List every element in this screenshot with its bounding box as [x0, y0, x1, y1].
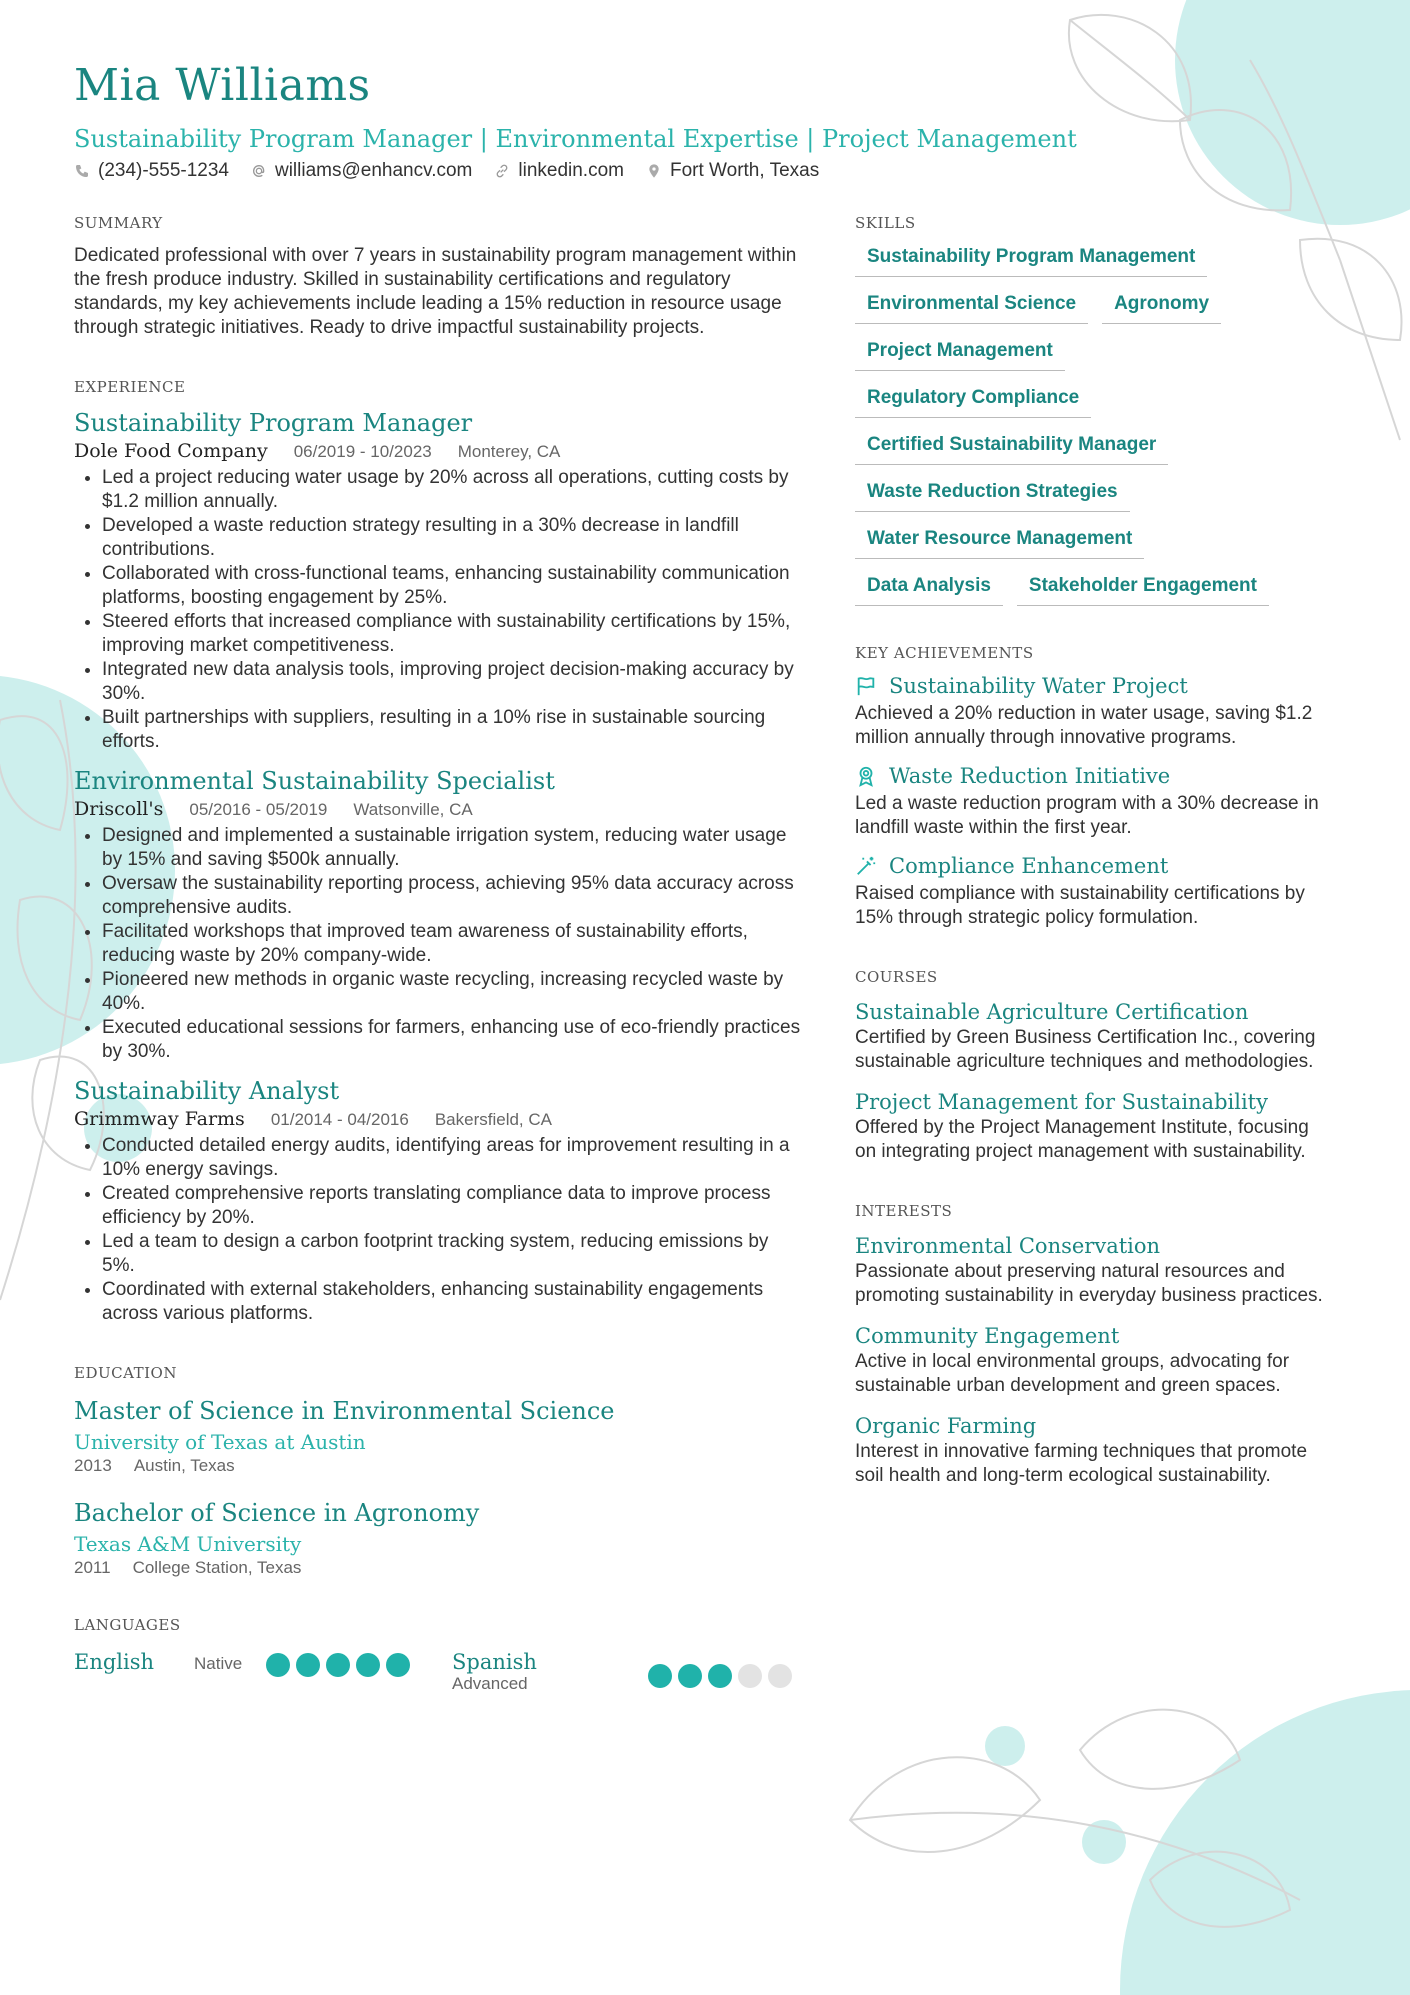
skills-row — [855, 246, 1335, 277]
education-year: 2011 — [74, 1558, 111, 1577]
course-text: Certified by Green Business Certification Inc., covering sustainable agriculture techniques and methodologies. — [855, 1027, 1316, 1072]
rating-dot-empty — [738, 1664, 762, 1688]
achievement-title: Sustainability Water Project — [889, 674, 1188, 698]
rating-dot-filled — [356, 1653, 380, 1677]
candidate-headline: Sustainability Program Manager | Environmental Expertise | Project Management — [74, 125, 1077, 153]
job-bullets — [74, 824, 804, 1064]
link-icon — [494, 163, 510, 179]
phone-icon — [74, 163, 90, 179]
job-dates: 01/2014 - 04/2016 — [270, 1110, 409, 1129]
contact-phone-text: (234)-555-1234 — [98, 160, 229, 181]
rating-dot-filled — [266, 1653, 290, 1677]
skill-tag: Project Management — [855, 324, 1065, 371]
job-meta — [74, 440, 804, 462]
rating-dot-empty — [768, 1664, 792, 1688]
skill-tag: Stakeholder Engagement — [1017, 559, 1269, 606]
job-bullet: • Executed educational sessions for farmers, enhancing use of eco-friendly practices by 30%. — [102, 1016, 804, 1064]
job-title: Environmental Sustainability Specialist — [74, 767, 555, 795]
job-entry — [74, 766, 804, 1064]
rating-dot-filled — [326, 1653, 350, 1677]
section-title-languages: LANGUAGES — [74, 1616, 181, 1634]
education-entry — [74, 1498, 804, 1578]
language-level: Advanced — [452, 1674, 528, 1693]
interest-text: Active in local environmental groups, advocating for sustainable urban development and green spaces. — [855, 1351, 1290, 1396]
job-bullet: • Integrated new data analysis tools, improving project decision-making accuracy by 30%. — [102, 658, 804, 706]
job-dates: 05/2016 - 05/2019 — [189, 800, 328, 819]
job-bullet: • Steered efforts that increased compliance with sustainability certifications by 15%, improving market competitiveness. — [102, 610, 804, 658]
skill-tag: Regulatory Compliance — [855, 371, 1091, 418]
job-bullet: • Conducted detailed energy audits, identifying areas for improvement resulting in a 10% energy savings. — [102, 1134, 804, 1182]
achievement-item — [855, 764, 1335, 840]
skills-row — [855, 277, 1335, 324]
contact-linkedin[interactable] — [494, 160, 624, 182]
location-icon — [646, 163, 662, 179]
education-school: Texas A&M University — [74, 1532, 302, 1556]
left-column — [74, 214, 804, 1694]
achievement-title: Waste Reduction Initiative — [889, 764, 1171, 788]
job-title: Sustainability Analyst — [74, 1077, 340, 1105]
interest-item — [855, 1322, 1335, 1398]
interest-item — [855, 1232, 1335, 1308]
job-company: Driscoll's — [74, 798, 164, 820]
job-location: Bakersfield, CA — [434, 1110, 552, 1129]
interest-title: Environmental Conservation — [855, 1234, 1161, 1258]
course-item — [855, 1088, 1335, 1164]
education-year: 2013 — [74, 1456, 112, 1475]
job-bullet: • Led a project reducing water usage by 20% across all operations, cutting costs by $1.2 million annually. — [102, 466, 804, 514]
job-bullet: • Led a team to design a carbon footprint tracking system, reducing emissions by 5%. — [102, 1230, 804, 1278]
achievement-text: Raised compliance with sustainability certifications by 15% through strategic policy formulation. — [855, 883, 1305, 928]
skill-tag: Data Analysis — [855, 559, 1003, 606]
job-location: Watsonville, CA — [353, 800, 473, 819]
rating-dot-filled — [708, 1664, 732, 1688]
language-name: English — [74, 1650, 155, 1674]
job-bullet: • Developed a waste reduction strategy resulting in a 30% decrease in landfill contributions. — [102, 514, 804, 562]
skill-tag: Certified Sustainability Manager — [855, 418, 1168, 465]
language-level: Native — [194, 1654, 243, 1673]
education-location: Austin, Texas — [133, 1456, 235, 1475]
language-rating — [648, 1650, 792, 1688]
education-location: College Station, Texas — [132, 1558, 302, 1577]
candidate-name: Mia Williams — [74, 60, 371, 111]
achievement-item — [855, 674, 1335, 750]
job-meta — [74, 798, 804, 820]
skills-row — [855, 465, 1335, 512]
right-column — [855, 214, 1335, 1488]
rating-dot-filled — [678, 1664, 702, 1688]
achievement-text: Achieved a 20% reduction in water usage, saving $1.2 million annually through innovative programs. — [855, 703, 1313, 748]
job-bullet: • Collaborated with cross-functional teams, enhancing sustainability communication platforms, boosting engagement by 25%. — [102, 562, 804, 610]
course-text: Offered by the Project Management Institute, focusing on integrating project management with sustainability. — [855, 1117, 1309, 1162]
at-icon — [251, 163, 267, 179]
skill-tag: Waste Reduction Strategies — [855, 465, 1130, 512]
job-bullets — [74, 1134, 804, 1326]
skills-row — [855, 559, 1335, 606]
rating-dot-filled — [386, 1653, 410, 1677]
course-title: Sustainable Agriculture Certification — [855, 1000, 1249, 1024]
achievement-title: Compliance Enhancement — [889, 854, 1169, 878]
interest-title: Community Engagement — [855, 1324, 1120, 1348]
job-bullet: • Designed and implemented a sustainable irrigation system, reducing water usage by 15% and saving $500k annually. — [102, 824, 804, 872]
skills-row — [855, 418, 1335, 465]
education-meta — [74, 1558, 804, 1578]
job-bullet: • Built partnerships with suppliers, resulting in a 10% rise in sustainable sourcing efforts. — [102, 706, 804, 754]
education-degree: Bachelor of Science in Agronomy — [74, 1499, 480, 1527]
job-dates: 06/2019 - 10/2023 — [293, 442, 432, 461]
contact-linkedin-text: linkedin.com — [518, 160, 624, 181]
section-title-courses: COURSES — [855, 968, 938, 986]
job-bullet: • Created comprehensive reports translating compliance data to improve process efficiency by 20%. — [102, 1182, 804, 1230]
section-title-summary: SUMMARY — [74, 214, 163, 232]
job-bullet: • Oversaw the sustainability reporting process, achieving 95% data accuracy across comprehensive audits. — [102, 872, 804, 920]
skill-tag: Agronomy — [1102, 277, 1221, 324]
magic-wand-icon — [855, 855, 877, 877]
interest-text: Interest in innovative farming techniques that promote soil health and long-term ecological sustainability. — [855, 1441, 1308, 1486]
course-title: Project Management for Sustainability — [855, 1090, 1268, 1114]
skills-list — [855, 246, 1335, 606]
contact-email[interactable] — [251, 160, 472, 182]
summary-text: Dedicated professional with over 7 years in sustainability program management within the fresh produce industry. Skilled in sustainability certifications and regulatory standards, my key achievements include leading a 15% reduction in resource usage through strategic initiatives. Ready to drive impactful sustainability projects. — [74, 245, 797, 338]
interest-title: Organic Farming — [855, 1414, 1037, 1438]
education-school: University of Texas at Austin — [74, 1430, 366, 1454]
contact-email-text: williams@enhancv.com — [274, 160, 473, 181]
job-company: Grimmway Farms — [74, 1108, 245, 1130]
contact-location-text: Fort Worth, Texas — [669, 160, 820, 181]
education-entry — [74, 1396, 804, 1476]
job-entry — [74, 408, 804, 754]
job-entry — [74, 1076, 804, 1326]
language-name: Spanish — [452, 1650, 537, 1674]
job-title: Sustainability Program Manager — [74, 409, 473, 437]
interest-item — [855, 1412, 1335, 1488]
contact-location — [646, 160, 819, 182]
section-title-experience: EXPERIENCE — [74, 378, 186, 396]
job-meta — [74, 1108, 804, 1130]
language-rating — [266, 1650, 452, 1677]
job-bullet: • Coordinated with external stakeholders, enhancing sustainability engagements across various platforms. — [102, 1278, 804, 1326]
languages-list — [74, 1650, 804, 1694]
education-degree: Master of Science in Environmental Science — [74, 1397, 615, 1425]
skills-row — [855, 371, 1335, 418]
section-title-key-achievements: KEY ACHIEVEMENTS — [855, 644, 1034, 662]
contact-bar — [74, 160, 819, 182]
award-icon — [855, 765, 877, 787]
section-title-skills: SKILLS — [855, 214, 916, 232]
rating-dot-filled — [648, 1664, 672, 1688]
job-bullets — [74, 466, 804, 754]
section-title-interests: INTERESTS — [855, 1202, 953, 1220]
course-item — [855, 998, 1335, 1074]
job-company: Dole Food Company — [74, 440, 268, 462]
skill-tag: Environmental Science — [855, 277, 1088, 324]
interest-text: Passionate about preserving natural resources and promoting sustainability in everyday business practices. — [855, 1261, 1323, 1306]
job-bullet: • Facilitated workshops that improved team awareness of sustainability efforts, reducing waste by 20% company-wide. — [102, 920, 804, 968]
education-meta — [74, 1456, 804, 1476]
skill-tag: Water Resource Management — [855, 512, 1144, 559]
job-bullet: • Pioneered new methods in organic waste recycling, increasing recycled waste by 40%. — [102, 968, 804, 1016]
skill-tag: Sustainability Program Management — [855, 246, 1207, 277]
achievement-item — [855, 854, 1335, 930]
contact-phone[interactable] — [74, 160, 229, 182]
section-title-education: EDUCATION — [74, 1364, 177, 1382]
achievement-text: Led a waste reduction program with a 30% decrease in landfill waste within the first year. — [855, 793, 1319, 838]
skills-row — [855, 512, 1335, 559]
flag-icon — [855, 675, 877, 697]
language-entry — [452, 1650, 648, 1694]
skills-row — [855, 324, 1335, 371]
rating-dot-filled — [296, 1653, 320, 1677]
job-location: Monterey, CA — [457, 442, 561, 461]
